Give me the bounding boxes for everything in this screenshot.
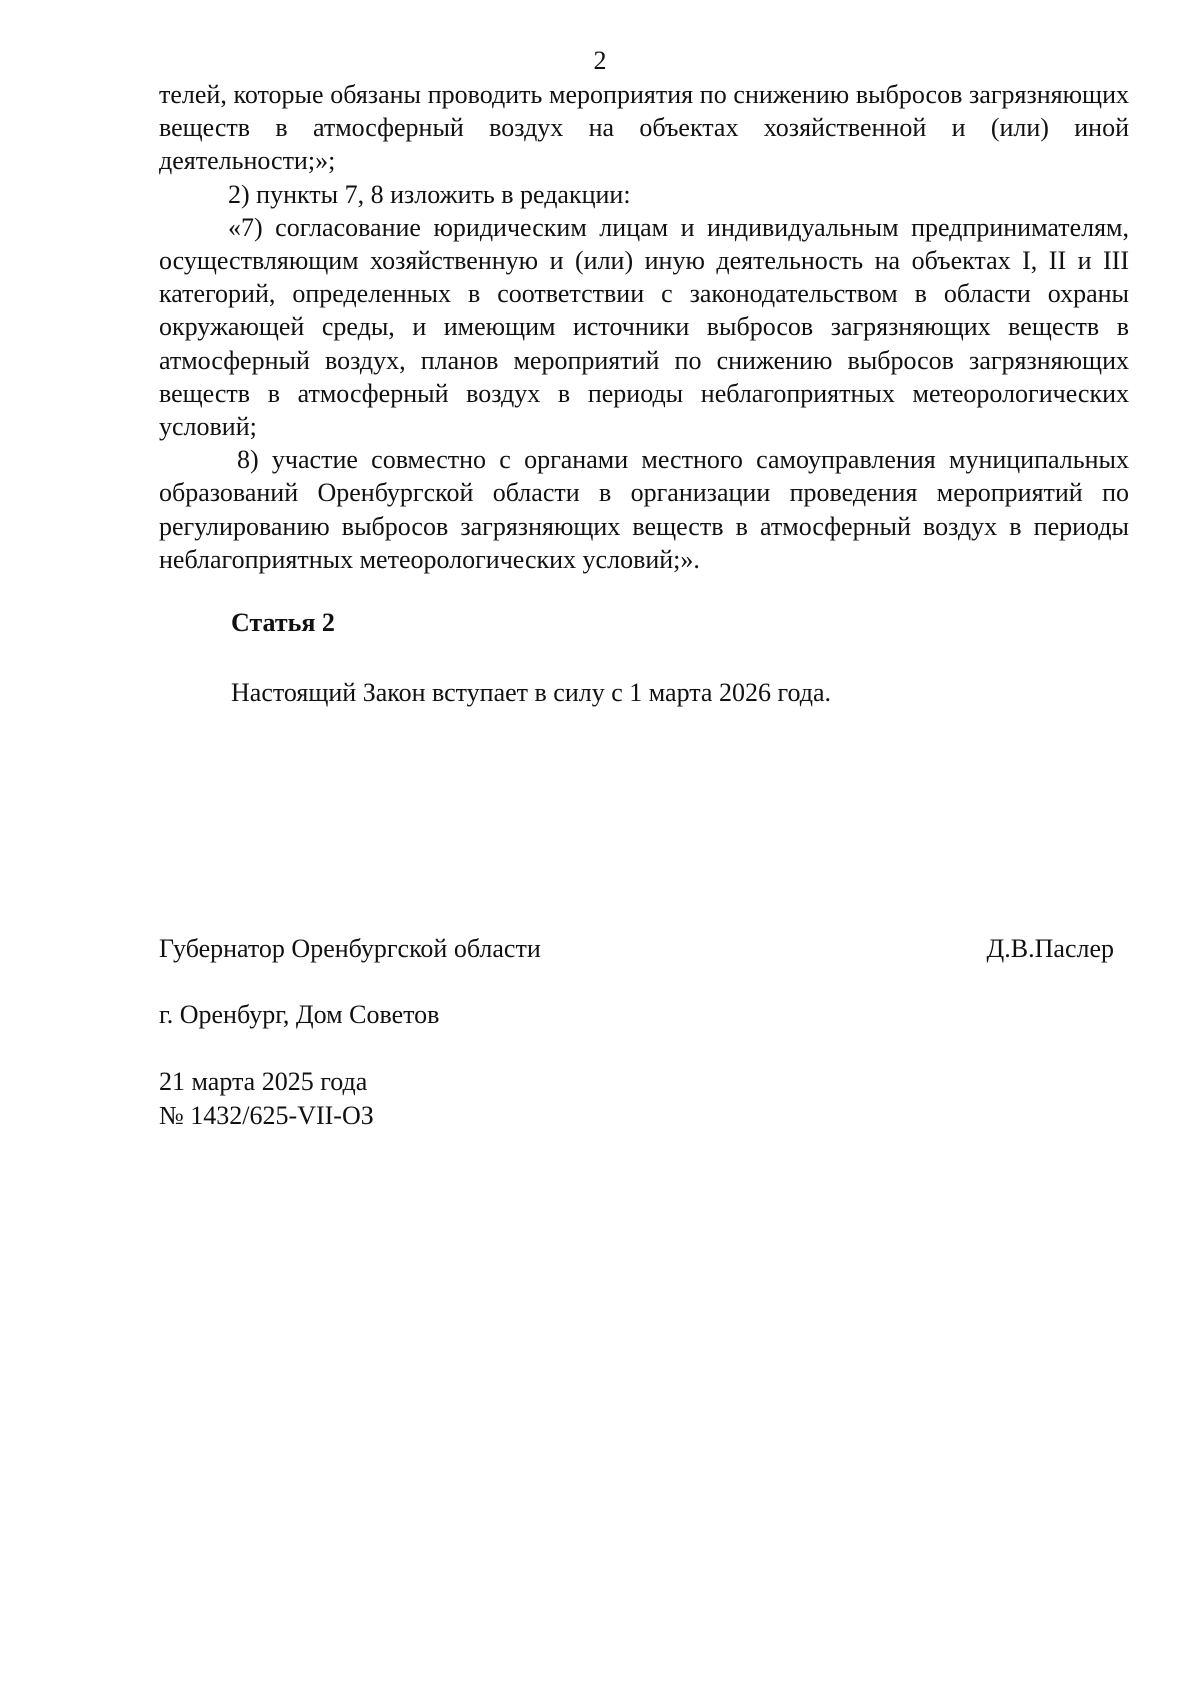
signature-line xyxy=(159,934,1114,964)
law-body-text xyxy=(159,78,1129,576)
paragraph-item-8: 8) участие совместно с органами местного самоуправления муниципальных образований Оренбургской области в организации проведения мероприятий по регулированию выбросов загрязняющих веществ в атмосферный воздух в периоды неблагоприятных метеорологических условий;». xyxy=(159,445,1129,574)
page-number: 2 xyxy=(593,46,607,75)
signing-place: г. Оренбург, Дом Советов xyxy=(159,1000,440,1029)
signer-position: Губернатор Оренбургской области xyxy=(159,934,541,963)
paragraph-item-2: 2) пункты 7, 8 изложить в редакции: xyxy=(228,179,631,209)
signer-name: Д.В.Паслер xyxy=(986,934,1114,963)
article-heading: Статья 2 xyxy=(231,608,335,637)
paragraph-item-7: «7) согласование юридическим лицам и индивидуальным предпринимателям, осуществляющим хозяйственную и (или) иную деятельность на объектах I, II и III категорий, определенных в соответствии с законодательством в области охраны окружающей среды, и имеющим источники выбросов загрязняющих веществ в атмосферный воздух, планов мероприятий по снижению выбросов загрязняющих веществ в атмосферный воздух в периоды неблагоприятных метеорологических условий; xyxy=(159,212,1129,442)
paragraph-continuation: телей, которые обязаны проводить мероприятия по снижению выбросов загрязняющих веществ в атмосферный воздух на объектах хозяйственной и (или) иной деятельности;»; xyxy=(159,80,1129,176)
article-text: Настоящий Закон вступает в силу с 1 марта 2026 года. xyxy=(231,678,831,707)
law-number: № 1432/625-VII-ОЗ xyxy=(159,1101,374,1130)
signing-date: 21 марта 2025 года xyxy=(159,1067,368,1096)
